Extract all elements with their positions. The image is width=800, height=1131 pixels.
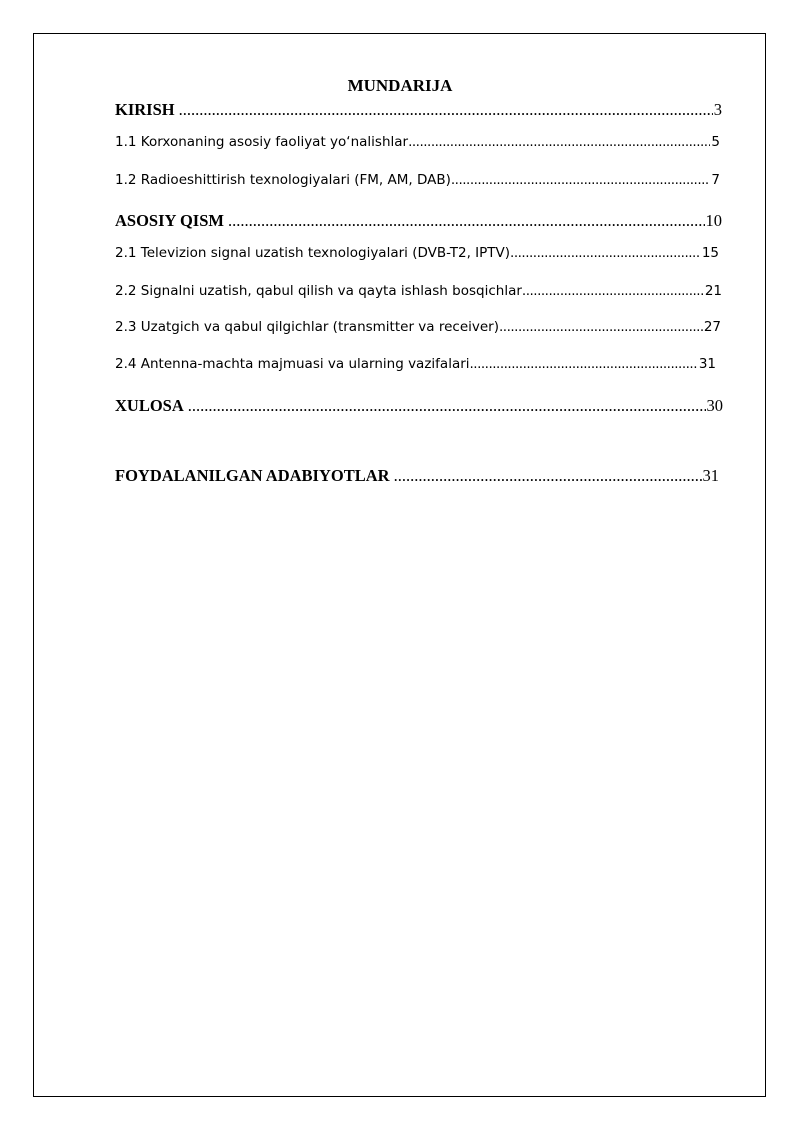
toc-dot-leader <box>188 396 706 416</box>
toc-dot-leader <box>394 466 702 486</box>
toc-entry-label: ASOSIY QISM <box>115 211 224 230</box>
toc-entry-asosiy-qism[interactable] <box>115 211 722 231</box>
toc-dot-leader <box>179 100 713 120</box>
toc-dot-leader <box>470 356 698 372</box>
toc-page-number: 31 <box>698 356 716 372</box>
page-border <box>33 33 766 1097</box>
toc-entry-label: 2.1 Televizion signal uzatish texnologiyalari (DVB-T2, IPTV) <box>115 245 511 261</box>
toc-page-number: 21 <box>704 283 722 299</box>
toc-entry-1-1[interactable] <box>115 134 720 150</box>
toc-entry-label: KIRISH <box>115 100 175 119</box>
toc-entry-label: 2.2 Signalni uzatish, qabul qilish va qayta ishlash bosqichlar <box>115 283 522 299</box>
toc-entry-kirish[interactable] <box>115 100 722 120</box>
toc-dot-leader <box>228 211 705 231</box>
toc-entry-2-1[interactable] <box>115 245 719 261</box>
page-title: MUNDARIJA <box>347 76 453 95</box>
toc-entry-2-2[interactable] <box>115 283 722 299</box>
toc-dot-leader <box>510 245 701 261</box>
toc-page-number: 10 <box>705 211 722 230</box>
toc-entry-xulosa[interactable] <box>115 396 723 416</box>
toc-entry-label: 1.2 Radioeshittirish texnologiyalari (FM, AM, DAB) <box>115 172 451 188</box>
toc-page-number: 27 <box>703 319 721 335</box>
toc-dot-leader <box>451 172 711 188</box>
toc-entry-label: 1.1 Korxonaning asosiy faoliyat yo‘nalishlar <box>115 134 409 150</box>
toc-entry-label: XULOSA <box>115 396 184 415</box>
toc-entry-2-3[interactable] <box>115 319 721 335</box>
toc-entry-label: 2.3 Uzatgich va qabul qilgichlar (transmitter va receiver) <box>115 319 499 335</box>
toc-page-number: 31 <box>702 466 719 485</box>
toc-page-number: 7 <box>711 172 720 188</box>
toc-entry-foydalanilgan-adabiyotlar[interactable] <box>115 466 719 486</box>
toc-entry-2-4[interactable] <box>115 356 716 372</box>
toc-entry-label: FOYDALANILGAN ADABIYOTLAR <box>115 466 390 485</box>
toc-dot-leader <box>522 283 704 299</box>
toc-entry-1-2[interactable] <box>115 172 720 188</box>
toc-dot-leader <box>499 319 703 335</box>
toc-page-number: 30 <box>706 396 723 415</box>
toc-page-number: 5 <box>711 134 720 150</box>
toc-dot-leader <box>408 134 710 150</box>
toc-page-number: 3 <box>713 100 722 119</box>
toc-entry-label: 2.4 Antenna-machta majmuasi va ularning vazifalari <box>115 356 470 372</box>
toc-page-number: 15 <box>701 245 719 261</box>
